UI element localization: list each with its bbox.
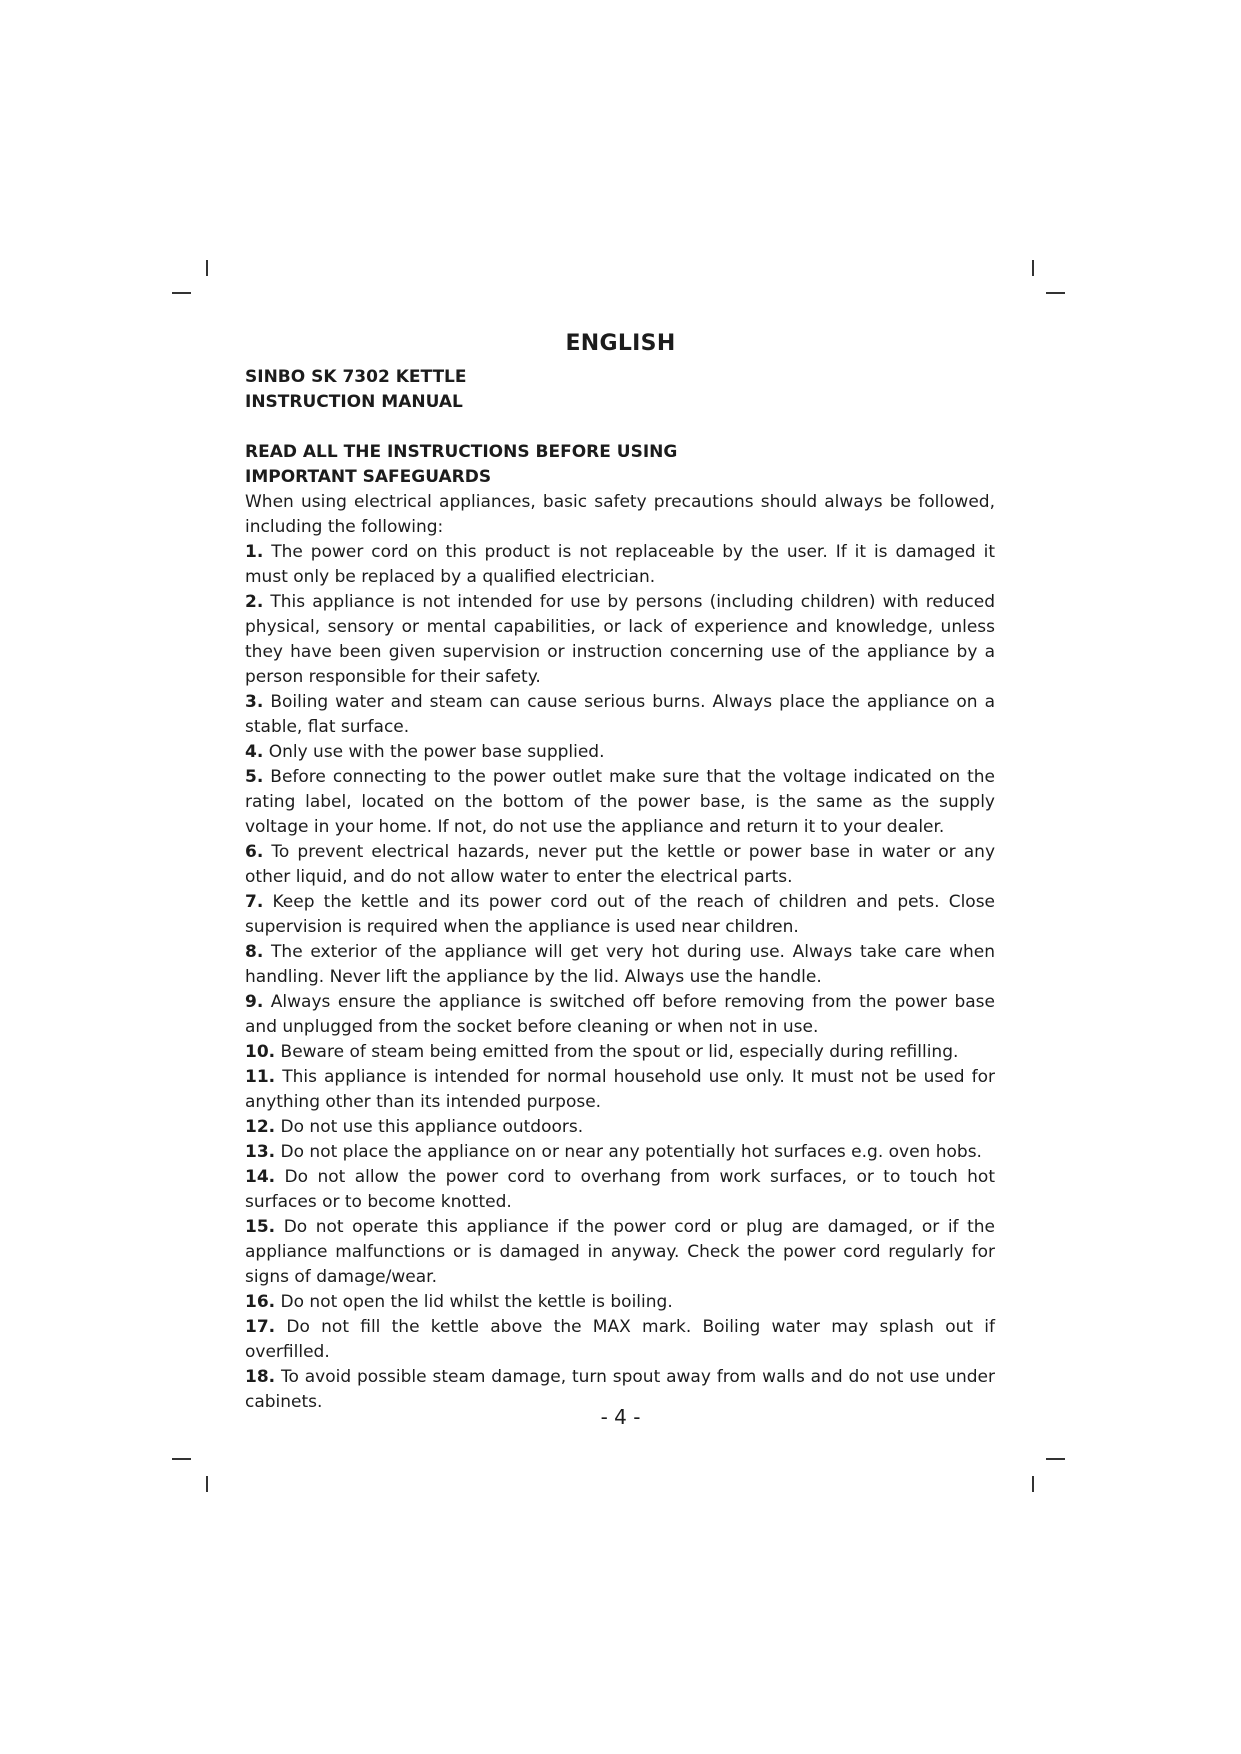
item-number: 18. [245, 1367, 276, 1387]
item-text: Always ensure the appliance is switched off before removing from the power base and unplugged from the socket before cleaning or when not in use. [245, 992, 996, 1037]
item-text: Do not place the appliance on or near any potentially hot surfaces e.g. oven hobs. [280, 1142, 982, 1162]
read-notice: READ ALL THE INSTRUCTIONS BEFORE USING [245, 442, 678, 462]
list-item [245, 840, 995, 890]
item-number: 15. [245, 1217, 276, 1237]
language-heading: ENGLISH [565, 331, 676, 356]
list-item [245, 940, 995, 990]
safeguards-heading: IMPORTANT SAFEGUARDS [245, 467, 492, 487]
product-title: SINBO SK 7302 KETTLE [245, 367, 467, 387]
list-item [245, 1290, 995, 1315]
crop-mark-top-right-vertical [1032, 260, 1034, 276]
item-text: This appliance is not intended for use by persons (including children) with reduced physical, sensory or mental capabilities, or lack of experience and knowledge, unless they have been given supervision or instruction concerning use of the appliance by a person responsible for their safety. [245, 592, 995, 687]
spacer [245, 415, 995, 440]
crop-mark-bottom-right-vertical [1032, 1476, 1034, 1492]
list-item [245, 740, 995, 765]
list-item [245, 590, 995, 690]
crop-mark-top-left-vertical [206, 260, 208, 276]
list-item [245, 1315, 995, 1365]
list-item [245, 690, 995, 740]
item-text: To prevent electrical hazards, never put the kettle or power base in water or any other liquid, and do not allow water to enter the electrical parts. [245, 842, 996, 887]
crop-mark-top-right-horizontal [1046, 292, 1065, 294]
item-text: Do not operate this appliance if the power cord or plug are damaged, or if the appliance malfunctions or is damaged in anyway. Check the power cord regularly for signs of damage/wear. [245, 1217, 995, 1287]
item-number: 10. [245, 1042, 276, 1062]
crop-mark-top-left-horizontal [172, 292, 191, 294]
item-number: 6. [245, 842, 264, 862]
crop-mark-bottom-left-horizontal [172, 1458, 191, 1460]
manual-title: INSTRUCTION MANUAL [245, 392, 463, 412]
item-text: This appliance is intended for normal household use only. It must not be used for anything other than its intended purpose. [245, 1067, 995, 1112]
item-number: 8. [245, 942, 264, 962]
item-text: Only use with the power base supplied. [268, 742, 605, 762]
manual-content [245, 365, 995, 1415]
item-text: Do not allow the power cord to overhang from work surfaces, or to touch hot surfaces or to become knotted. [245, 1167, 996, 1212]
item-text: Do not open the lid whilst the kettle is boiling. [280, 1292, 673, 1312]
item-text: To avoid possible steam damage, turn spout away from walls and do not use under cabinets. [245, 1367, 996, 1412]
list-item [245, 540, 995, 590]
item-number: 13. [245, 1142, 276, 1162]
item-number: 7. [245, 892, 264, 912]
item-number: 11. [245, 1067, 276, 1087]
item-text: Keep the kettle and its power cord out of the reach of children and pets. Close supervision is required when the appliance is used near children. [245, 892, 996, 937]
list-item [245, 1165, 995, 1215]
list-item [245, 765, 995, 840]
crop-mark-bottom-right-horizontal [1046, 1458, 1065, 1460]
item-text: The power cord on this product is not replaceable by the user. If it is damaged it must only be replaced by a qualified electrician. [245, 542, 996, 587]
list-item [245, 1065, 995, 1115]
item-text: The exterior of the appliance will get very hot during use. Always take care when handling. Never lift the appliance by the lid. Always use the handle. [245, 942, 996, 987]
item-number: 2. [245, 592, 264, 612]
list-item [245, 1040, 995, 1065]
item-number: 17. [245, 1317, 276, 1337]
item-number: 1. [245, 542, 264, 562]
item-number: 14. [245, 1167, 276, 1187]
item-number: 4. [245, 742, 264, 762]
list-item [245, 1115, 995, 1140]
item-number: 9. [245, 992, 264, 1012]
item-number: 12. [245, 1117, 276, 1137]
item-text: Do not fill the kettle above the MAX mark. Boiling water may splash out if overfilled. [245, 1317, 995, 1362]
item-number: 5. [245, 767, 264, 787]
item-text: Beware of steam being emitted from the spout or lid, especially during refilling. [280, 1042, 959, 1062]
list-item [245, 1140, 995, 1165]
list-item [245, 1215, 995, 1290]
item-text: Before connecting to the power outlet make sure that the voltage indicated on the rating label, located on the bottom of the power base, is the same as the supply voltage in your home. If not, do not use the appliance and return it to your dealer. [245, 767, 995, 837]
item-number: 16. [245, 1292, 276, 1312]
list-item [245, 990, 995, 1040]
list-item [245, 890, 995, 940]
intro-paragraph: When using electrical appliances, basic safety precautions should always be followed, including the following: [245, 492, 995, 537]
item-text: Boiling water and steam can cause serious burns. Always place the appliance on a stable, flat surface. [245, 692, 996, 737]
page-number: - 4 - [600, 1405, 641, 1429]
item-text: Do not use this appliance outdoors. [280, 1117, 584, 1137]
item-number: 3. [245, 692, 264, 712]
safeguards-list [245, 540, 995, 1415]
crop-mark-bottom-left-vertical [206, 1476, 208, 1492]
